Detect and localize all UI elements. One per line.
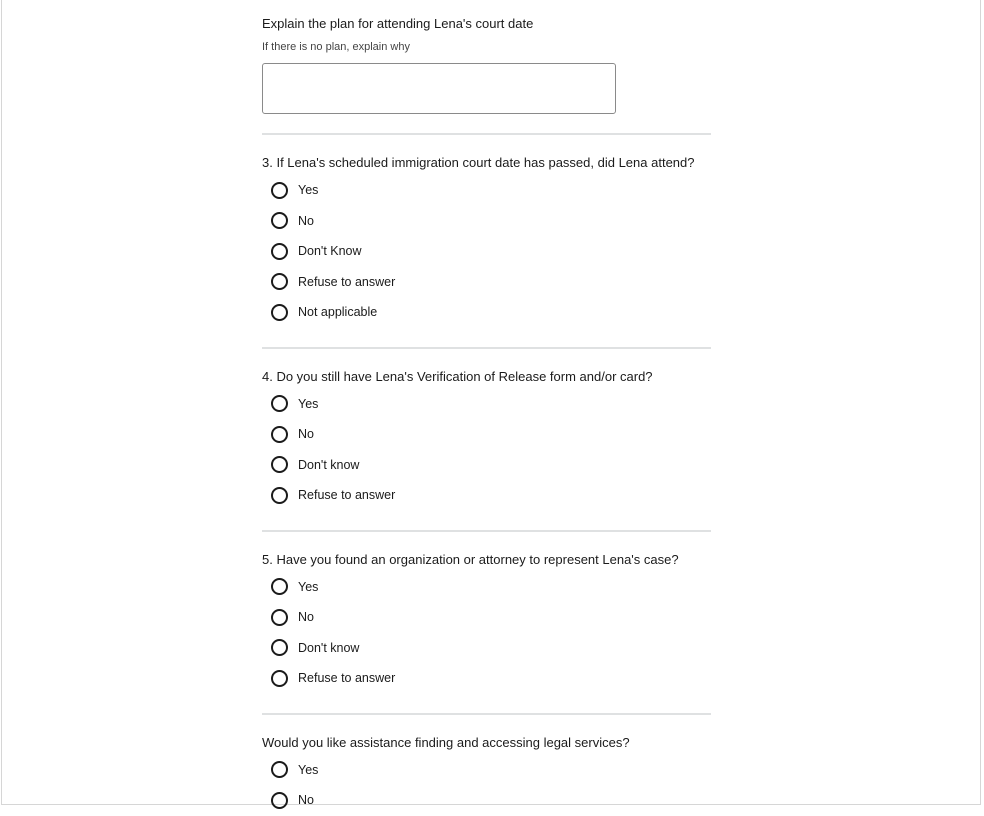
question-title: Would you like assistance finding and accessing legal services? [262,734,630,750]
radio-group [262,389,711,511]
radio-option-no[interactable] [262,419,711,450]
radio-circle-icon[interactable] [271,243,288,260]
radio-label: Yes [298,579,319,594]
section-divider [262,347,711,349]
radio-option-don-t-know[interactable] [262,633,711,664]
radio-circle-icon[interactable] [271,273,288,290]
radio-option-no[interactable] [262,602,711,633]
radio-option-no[interactable] [262,206,711,237]
radio-label: No [298,793,314,808]
radio-circle-icon[interactable] [271,212,288,229]
radio-option-refuse-to-answer[interactable] [262,480,711,511]
radio-label: Refuse to answer [298,488,396,503]
radio-group [262,572,711,694]
radio-group [262,755,711,816]
plan-question-hint: If there is no plan, explain why [262,41,410,53]
radio-option-refuse-to-answer[interactable] [262,267,711,298]
radio-option-yes[interactable] [262,175,711,206]
radio-circle-icon[interactable] [271,670,288,687]
question-title: 5. Have you found an organization or attorney to represent Lena's case? [262,551,679,567]
question-6 [262,734,711,816]
plan-textarea[interactable] [262,63,616,114]
question-title: 4. Do you still have Lena's Verification of Release form and/or card? [262,368,653,384]
radio-circle-icon[interactable] [271,609,288,626]
radio-label: Don't know [298,457,360,472]
radio-option-yes[interactable] [262,572,711,603]
question-3 [262,154,711,328]
radio-circle-icon[interactable] [271,578,288,595]
radio-circle-icon[interactable] [271,395,288,412]
radio-label: Not applicable [298,305,378,320]
radio-circle-icon[interactable] [271,487,288,504]
radio-circle-icon[interactable] [271,426,288,443]
radio-option-not-applicable[interactable] [262,297,711,328]
question-5 [262,551,711,694]
radio-circle-icon[interactable] [271,456,288,473]
plan-question-label: Explain the plan for attending Lena's court date [262,16,534,31]
form [262,15,711,816]
radio-label: No [298,427,314,442]
radio-circle-icon[interactable] [271,304,288,321]
radio-option-refuse-to-answer[interactable] [262,663,711,694]
radio-label: Refuse to answer [298,274,396,289]
radio-label: Yes [298,762,319,777]
section-divider [262,713,711,715]
question-title: 3. If Lena's scheduled immigration court date has passed, did Lena attend? [262,155,695,170]
radio-label: Refuse to answer [298,671,396,686]
question-4 [262,368,711,511]
radio-label: No [298,213,314,228]
radio-option-no[interactable] [262,785,711,816]
radio-circle-icon[interactable] [271,761,288,778]
radio-circle-icon[interactable] [271,639,288,656]
radio-label: Yes [298,396,319,411]
radio-group [262,175,711,328]
radio-label: Don't Know [298,244,362,259]
section-divider [262,530,711,532]
plan-question [262,15,711,114]
radio-circle-icon[interactable] [271,182,288,199]
radio-label: Don't know [298,640,360,655]
radio-option-don-t-know[interactable] [262,236,711,267]
section-divider [262,133,711,135]
radio-label: No [298,610,314,625]
radio-option-yes[interactable] [262,755,711,786]
radio-option-don-t-know[interactable] [262,450,711,481]
radio-option-yes[interactable] [262,389,711,420]
radio-label: Yes [298,183,319,198]
radio-circle-icon[interactable] [271,792,288,809]
